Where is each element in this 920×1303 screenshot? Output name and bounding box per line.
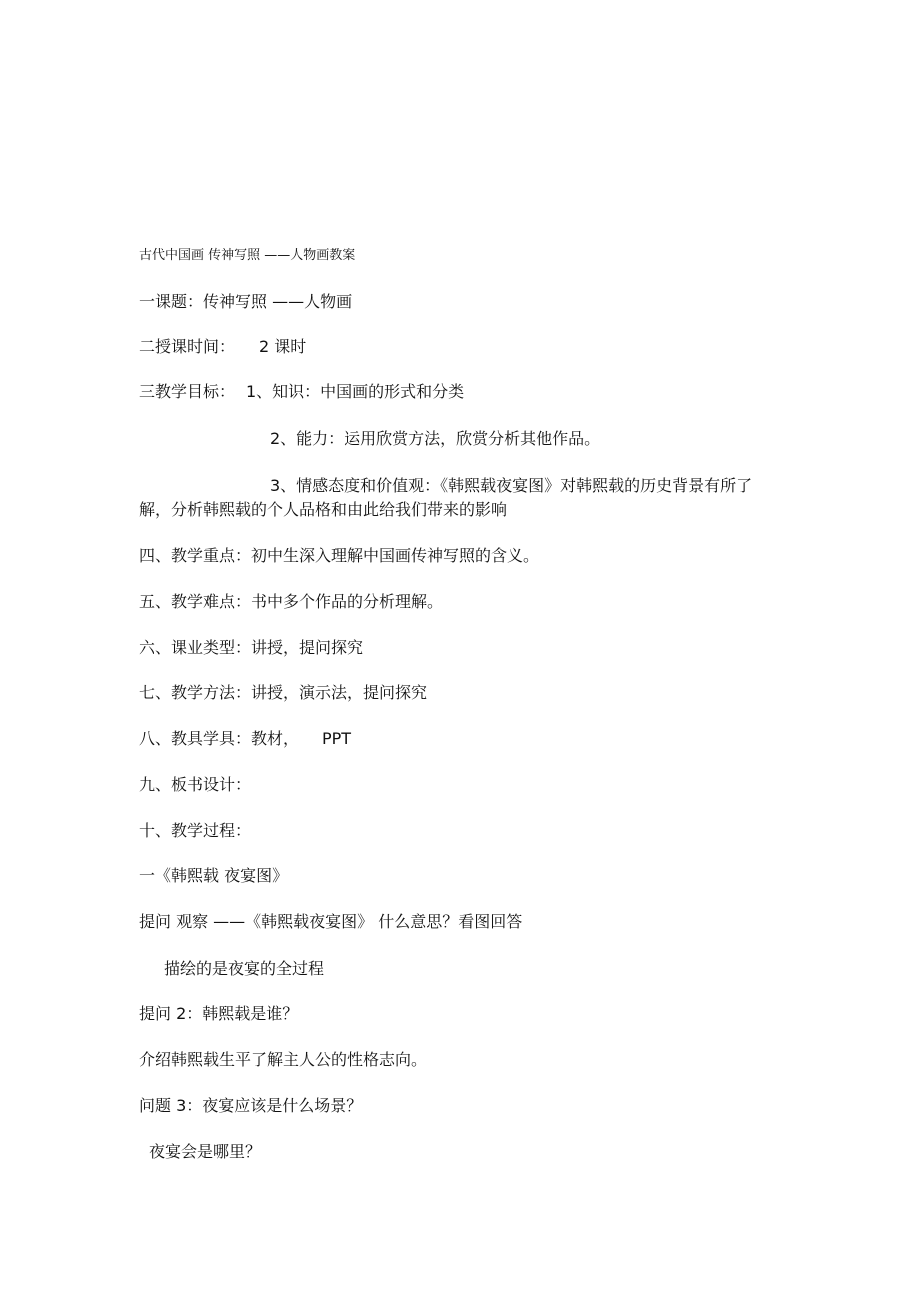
process-answer-1: 描绘的是夜宴的全过程 bbox=[164, 959, 325, 978]
teaching-process: 十、教学过程： bbox=[139, 821, 252, 840]
goal-label: 三教学目标： bbox=[139, 382, 236, 401]
board-design: 九、板书设计： bbox=[139, 775, 252, 794]
tools-label: 八、教具学具：教材， bbox=[139, 729, 300, 748]
tools-value: PPT bbox=[322, 729, 352, 748]
time-value: 2 课时 bbox=[259, 337, 307, 356]
goal-1: 1、知识：中国画的形式和分类 bbox=[246, 382, 465, 401]
lesson-type: 六、课业类型：讲授，提问探究 bbox=[139, 638, 364, 657]
process-question-3-sub: 夜宴会是哪里？ bbox=[149, 1142, 262, 1161]
key-point: 四、教学重点：初中生深入理解中国画传神写照的含义。 bbox=[139, 546, 540, 565]
document-title: 古代中国画 传神写照 ——人物画教案 bbox=[139, 248, 356, 263]
teaching-method: 七、教学方法：讲授，演示法，提问探究 bbox=[139, 683, 428, 702]
goal-3: 3、情感态度和价值观：《韩熙载夜宴图》对韩熙载的历史背景有所了解，分析韩熙载的个人品格和由此给我们带来的影响 bbox=[139, 476, 753, 519]
topic-line: 一课题：传神写照 ——人物画 bbox=[139, 292, 353, 311]
goal-2: 2、能力：运用欣赏方法，欣赏分析其他作品。 bbox=[270, 429, 601, 448]
process-question-2: 提问 2：韩熙载是谁？ bbox=[139, 1004, 299, 1023]
process-question-3: 问题 3：夜宴应该是什么场景？ bbox=[139, 1096, 363, 1115]
time-label: 二授课时间： bbox=[139, 337, 236, 356]
process-intro: 介绍韩熙载生平了解主人公的性格志向。 bbox=[139, 1050, 428, 1069]
process-section-1: 一《韩熙载 夜宴图》 bbox=[139, 866, 289, 885]
process-question-1: 提问 观察 ——《韩熙载夜宴图》 什么意思？看图回答 bbox=[139, 912, 523, 931]
difficulty: 五、教学难点：书中多个作品的分析理解。 bbox=[139, 592, 444, 611]
